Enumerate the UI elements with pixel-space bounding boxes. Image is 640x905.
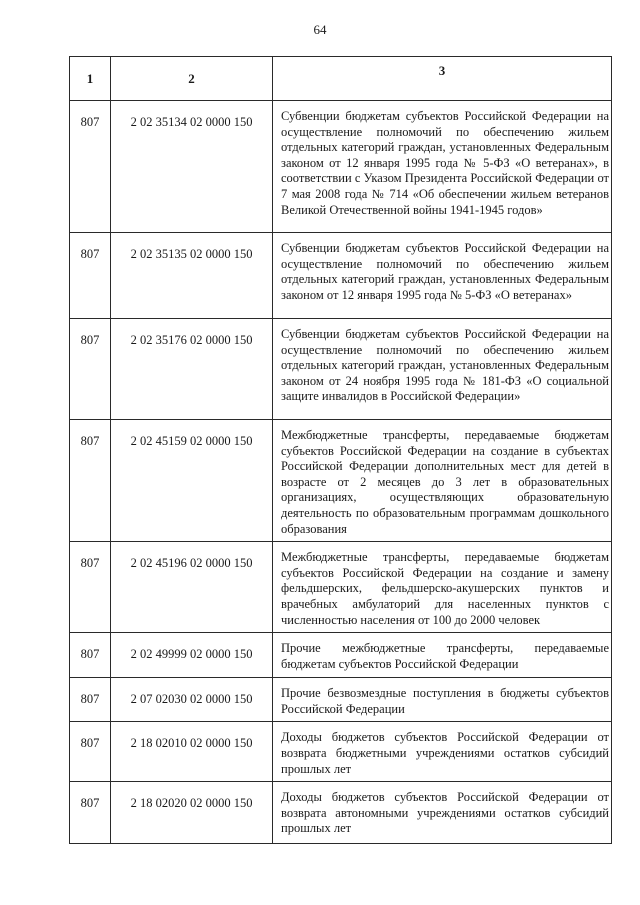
admin-code-cell: 807 (70, 420, 111, 542)
description-cell: Субвенции бюджетам субъектов Российской Федерации на осуществление полномочий по обеспечению жильем отдельных категорий граждан, установленных Федеральным законом от 12 января 1995 года № 5-ФЗ «О ветеранах» (273, 233, 612, 319)
description-cell: Доходы бюджетов субъектов Российской Федерации от возврата бюджетными учреждениями остатков субсидий прошлых лет (273, 722, 612, 782)
table-row (70, 633, 612, 678)
admin-code-cell: 807 (70, 101, 111, 233)
table-header-row (70, 57, 612, 101)
table-row (70, 233, 612, 319)
kbk-code-cell: 2 02 45159 02 0000 150 (111, 420, 273, 542)
description-cell: Субвенции бюджетам субъектов Российской Федерации на осуществление полномочий по обеспечению жильем отдельных категорий граждан, установленных Федеральным законом от 24 ноября 1995 года № 181-ФЗ «О социальной защите инвалидов в Российской Федерации» (273, 319, 612, 420)
kbk-code-cell: 2 02 35135 02 0000 150 (111, 233, 273, 319)
kbk-code-cell: 2 02 35176 02 0000 150 (111, 319, 273, 420)
revenue-codes-table (69, 56, 612, 844)
table-row (70, 678, 612, 722)
kbk-code-cell: 2 18 02010 02 0000 150 (111, 722, 273, 782)
admin-code-cell: 807 (70, 319, 111, 420)
admin-code-cell: 807 (70, 782, 111, 844)
admin-code-cell: 807 (70, 678, 111, 722)
kbk-code-cell: 2 07 02030 02 0000 150 (111, 678, 273, 722)
description-cell: Межбюджетные трансферты, передаваемые бюджетам субъектов Российской Федерации на создание в субъектах Российской Федерации дополнительных мест для детей в возрасте от 2 месяцев до 3 лет в образовательных организациях, осуществляющих образовательную деятельность по образовательным программам дошкольного образования (273, 420, 612, 542)
admin-code-cell: 807 (70, 233, 111, 319)
description-cell: Прочие безвозмездные поступления в бюджеты субъектов Российской Федерации (273, 678, 612, 722)
description-cell: Доходы бюджетов субъектов Российской Федерации от возврата автономными учреждениями остатков субсидий прошлых лет (273, 782, 612, 844)
kbk-code-cell: 2 02 45196 02 0000 150 (111, 542, 273, 633)
admin-code-cell: 807 (70, 633, 111, 678)
table-row (70, 542, 612, 633)
table-row (70, 782, 612, 844)
table-row (70, 319, 612, 420)
page-number: 64 (313, 22, 327, 37)
header-column-2: 2 (111, 57, 273, 101)
header-column-1: 1 (70, 57, 111, 101)
description-cell: Прочие межбюджетные трансферты, передаваемые бюджетам субъектов Российской Федерации (273, 633, 612, 678)
description-cell: Межбюджетные трансферты, передаваемые бюджетам субъектов Российской Федерации на создание и замену фельдшерских, фельдшерско-акушерских пунктов и врачебных амбулаторий для населенных пунктов с численностью населения от 100 до 2000 человек (273, 542, 612, 633)
table-row (70, 420, 612, 542)
admin-code-cell: 807 (70, 722, 111, 782)
admin-code-cell: 807 (70, 542, 111, 633)
table-row (70, 101, 612, 233)
header-column-3: 3 (273, 57, 612, 101)
kbk-code-cell: 2 02 49999 02 0000 150 (111, 633, 273, 678)
kbk-code-cell: 2 18 02020 02 0000 150 (111, 782, 273, 844)
description-cell: Субвенции бюджетам субъектов Российской Федерации на осуществление полномочий по обеспечению жильем отдельных категорий граждан, установленных Федеральным законом от 12 января 1995 года № 5-ФЗ «О ветеранах», в соответствии с Указом Президента Российской Федерации от 7 мая 2008 года № 714 «Об обеспечении жильем ветеранов Великой Отечественной войны 1941-1945 годов» (273, 101, 612, 233)
kbk-code-cell: 2 02 35134 02 0000 150 (111, 101, 273, 233)
table-row (70, 722, 612, 782)
